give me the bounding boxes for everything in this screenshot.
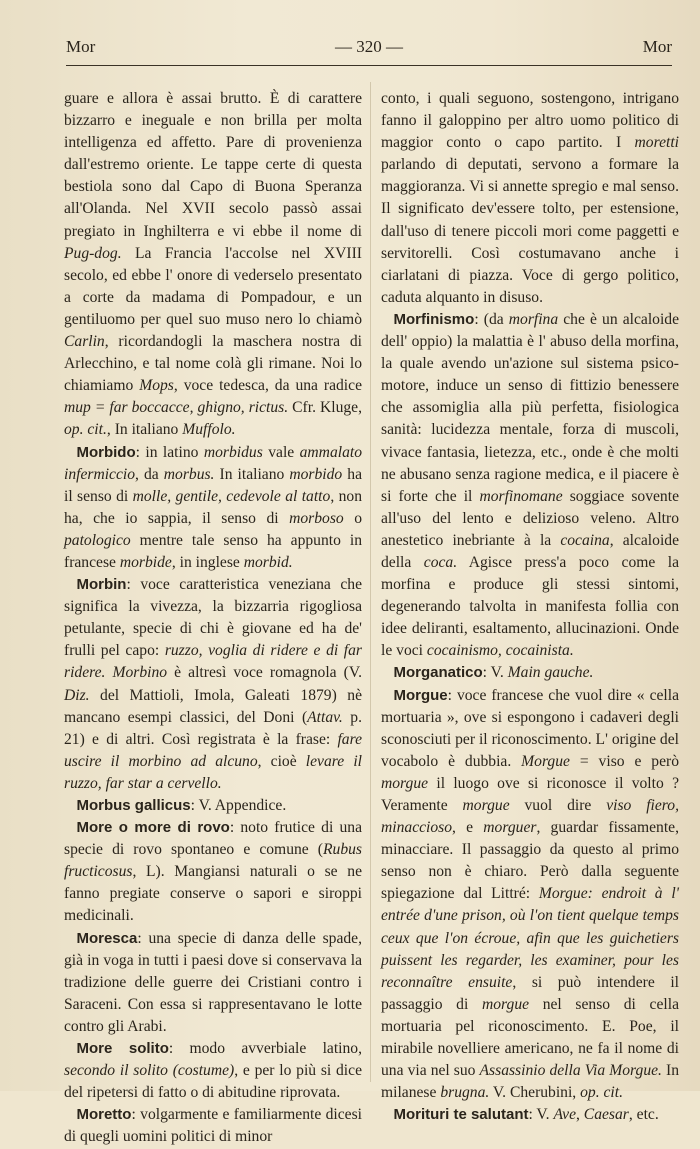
italic-text: morfinomane [479,487,563,505]
left-column [64,88,362,1149]
italic-text: levare il ruzzo, far star a cervello. [64,752,362,792]
body-text: La Francia l'accolse nel XVIII secolo, ed ebbe l' onore di vederselo presentato a corte da madama di Pompadour, e un gentiluomo per quel suo muso nero lo chiamò [64,244,362,328]
body-text: : voce caratteristica veneziana che significa la vivezza, la bizzarria rigogliosa petulante, specie di chi è giovane ed ha de' frulli pel capo: [64,576,362,660]
entry-headword: Morfinismo [393,310,475,328]
body-text: , L). Mangiansi naturali o se ne fanno pregiate conserve o sapori e siroppi medicinali. [64,863,362,925]
italic-text: Carlin [64,333,105,351]
body-text: , da [135,465,164,483]
header-right-catchword: Mor [642,37,672,56]
page-number: — 320 — [335,37,403,56]
body-text: p. 21) e di altri. Così registrata è la frase: [64,708,362,748]
body-text: del Mattioli, Imola, Galeati 1879) nè mancano esempi classici, del Doni ( [64,686,362,726]
italic-text: morguer [483,819,537,837]
body-text: mentre tale senso ha appunto in francese [64,531,362,571]
body-text: soggiace sovente all'uso del lento e delizioso veleno. Altro anestetico inebriante à la [381,487,679,549]
italic-text: viso fiero, minaccioso [381,797,679,837]
italic-text: op. cit. [580,1084,623,1102]
entry-headword: Morganatico [393,664,483,682]
body-text: , etc. [628,1106,659,1124]
italic-text: morbid. [243,553,293,571]
italic-text: Attav. [307,708,343,726]
body-text: : in latino [135,443,204,461]
italic-text: morgue [462,797,510,814]
italic-text: ammalato infermiccio [64,443,362,483]
body-text: , guardar fissamente, minacciare. Il passaggio da questo al primo senso non è chiaro. Però dalla seguente spiegazione dal Littré: [381,819,679,903]
italic-text: morbido [289,465,343,483]
italic-text: Main gauche. [507,664,594,682]
dictionary-entry [381,662,679,684]
body-text: Cfr. Kluge, [288,399,362,417]
body-text: o [343,509,363,527]
dictionary-entry [64,817,362,927]
italic-text: Mops [139,377,174,395]
body-text: : V. [528,1106,554,1124]
italic-text: cocainismo, cocainista. [426,642,574,660]
italic-text: Morgue: endroit à l' entrée d'une prison, où l'on tient quelque temps ceux que l'on écroue, afin que les guichetiers puissent les regarder, les examiner, pour les reconnaître ensuite [381,885,679,991]
italic-text: Muffolo. [182,421,236,439]
dictionary-entry [64,795,362,817]
italic-text: coca. [423,553,458,571]
entry-headword: More solito [76,1040,169,1058]
body-text: : V. Appendice. [190,797,287,814]
body-text: : modo avverbiale latino, [168,1040,362,1058]
entry-headword: Morituri te salutant [393,1106,529,1124]
body-text: , non ha, che io sappia, il senso di [64,487,362,527]
italic-text: Caesar [583,1106,629,1124]
body-text: , in inglese [171,553,244,571]
italic-text: Diz. [64,686,90,704]
italic-text: morboso [289,509,344,527]
body-text: , voce tedesca, da una radice [173,377,362,395]
body-text: nel senso di cella mortuaria pel riconoscimento. E. Poe, il mirabile novelliere americano, ne fa il nome di una via nel suo [381,995,679,1080]
dictionary-entry [64,442,362,575]
dictionary-entry [381,685,679,1105]
body-text: parlando di deputati, servono a formare la maggioranza. Vi si annette spregio e mal senso. Il significato dev'essere tolto, per estensione, dall'uso di tenere piccoli mori come paggetti e servitorelli. Così costumavano anche i ciarlatani di piazza. Voce di gergo politico, caduta alquanto in disuso. [381,156,679,306]
body-text: : una specie di danza delle spade, già in voga in tutti i paesi dove si conservava la tradizione delle guerre dei Cristiani contro i Saraceni. Con essa si rappresentavano le lotte contro gli Arabi. [64,929,362,1035]
italic-text: ruzzo, voglia di ridere e di far ridere. Morbino [64,642,362,682]
italic-text: op. cit. [64,421,107,439]
italic-text: morfina [508,310,559,328]
body-text: : volgarmente e familiarmente dicesi di quegli uomini politici di minor [64,1106,362,1146]
dictionary-entry [381,1104,679,1126]
body-text: , alcaloide della [381,531,679,571]
entry-headword: Morbus gallicus [76,797,191,814]
italic-text: Rubus fructicosus [64,841,362,881]
italic-text: Assassinio della Via Morgue. [479,1062,662,1080]
body-text: è altresì voce romagnola (V. [167,664,362,682]
entry-headword: Morgue [393,686,448,704]
italic-text: moretti [634,134,679,152]
body-text: il luogo ove si riconosce il volto ? Veramente [381,774,679,814]
body-text: = viso e però [569,752,680,770]
dictionary-entry [64,928,362,1038]
italic-text: fare uscire il morbino ad alcuno [64,730,362,770]
body-text: : V. [482,664,508,682]
dictionary-entry [64,574,362,795]
header-rule [66,65,672,66]
body-text: vale [262,443,300,461]
body-text: , ricordandogli la maschera nostra di Arlecchino, e tal nome colà gli rimane. Noi lo chiamiamo [64,333,362,395]
dictionary-entry [64,1104,362,1148]
entry-headword: Morbido [76,443,136,461]
italic-text: morgue [381,774,429,792]
body-text: , [576,1106,584,1124]
body-text: : noto frutice di una specie di rovo spontaneo e comune ( [64,819,363,859]
body-text: , e per lo più si dice del ripetersi di fatto o di abitudine riprovata. [64,1062,362,1102]
body-text: In italiano [214,465,290,483]
body-text: , In italiano [106,421,183,439]
body-text: , cioè [257,752,306,770]
body-text: : voce francese che vuol dire « cella mortuaria », ove si espongono i cadaveri degli sconosciuti per il riconoscimento. L' origine del vocabolo è dubbia. [381,686,679,770]
italic-text: morgue [481,995,530,1013]
italic-text: morbus. [163,465,215,483]
italic-text: morbidus [203,443,263,461]
italic-text: Morgue [521,752,570,770]
continued-text [64,88,362,442]
body-text: V. Cherubini, [489,1084,581,1102]
entry-headword: Morbin [76,576,127,594]
italic-text: Ave [553,1106,576,1124]
body-text: : (da [474,310,509,328]
column-gutter [370,82,371,1082]
body-text: che è un alcaloide dell' oppio) la malattia è l' abuso della morfina, la quale avendo un'azione sul sistema psico-motore, induce un senso di fittizio benessere che assomiglia alla più perfetta, fisiologica sanità: lucidezza mentale, forza di muscoli, vivace fantasia, lietezza, etc., onde è che molti ne abusano senza ragione medica, e il piacere è si forte che il [381,310,679,505]
dictionary-entry [64,1038,362,1104]
italic-text: patologico [64,531,131,549]
page-header [66,37,672,61]
italic-text: morbide [119,553,172,571]
right-column [381,88,679,1126]
body-text: vuol dire [509,797,607,814]
italic-text: mup = far boccacce, ghigno, rictus. [64,399,289,417]
header-left-catchword: Mor [66,37,96,56]
continued-text [381,88,679,309]
italic-text: cocaina [560,531,610,549]
body-text: Agisce press'a poco come la morfina e produce gli stessi sintomi, degenerando talvolta in manifesta follia con idee deliranti, esaltamento, allucinazioni. Onde le voci [381,553,680,660]
italic-text: brugna. [440,1084,490,1102]
body-text: In milanese [381,1062,680,1102]
italic-text: secondo il solito (costume) [64,1062,235,1080]
dictionary-entry [381,309,679,663]
body-text: , e [452,819,484,837]
entry-headword: Moresca [76,929,138,947]
body-text: conto, i quali seguono, sostengono, intrigano fanno il galoppino per altro uomo politico di maggior conto o capo partito. I [381,90,679,152]
body-text: , si può intendere il passaggio di [381,973,679,1013]
body-text: guare e allora è assai brutto. È di carattere bizzarro e ineguale e non brilla per molta intelligenza ed affetto. Pare di provenienza dall'estremo oriente. Le tappe certe di questa bestiola sono dal Capo di Buona Speranza all'Olanda. Nel XVII secolo passò assai pregiato in Inghilterra e vi ebbe il nome di [64,90,362,240]
entry-headword: More o more di rovo [76,819,230,837]
italic-text: molle, gentile, cedevole al tatto [132,487,331,505]
body-text: ha il senso di [64,465,363,505]
entry-headword: Moretto [76,1106,132,1124]
italic-text: Pug-dog. [64,244,122,262]
